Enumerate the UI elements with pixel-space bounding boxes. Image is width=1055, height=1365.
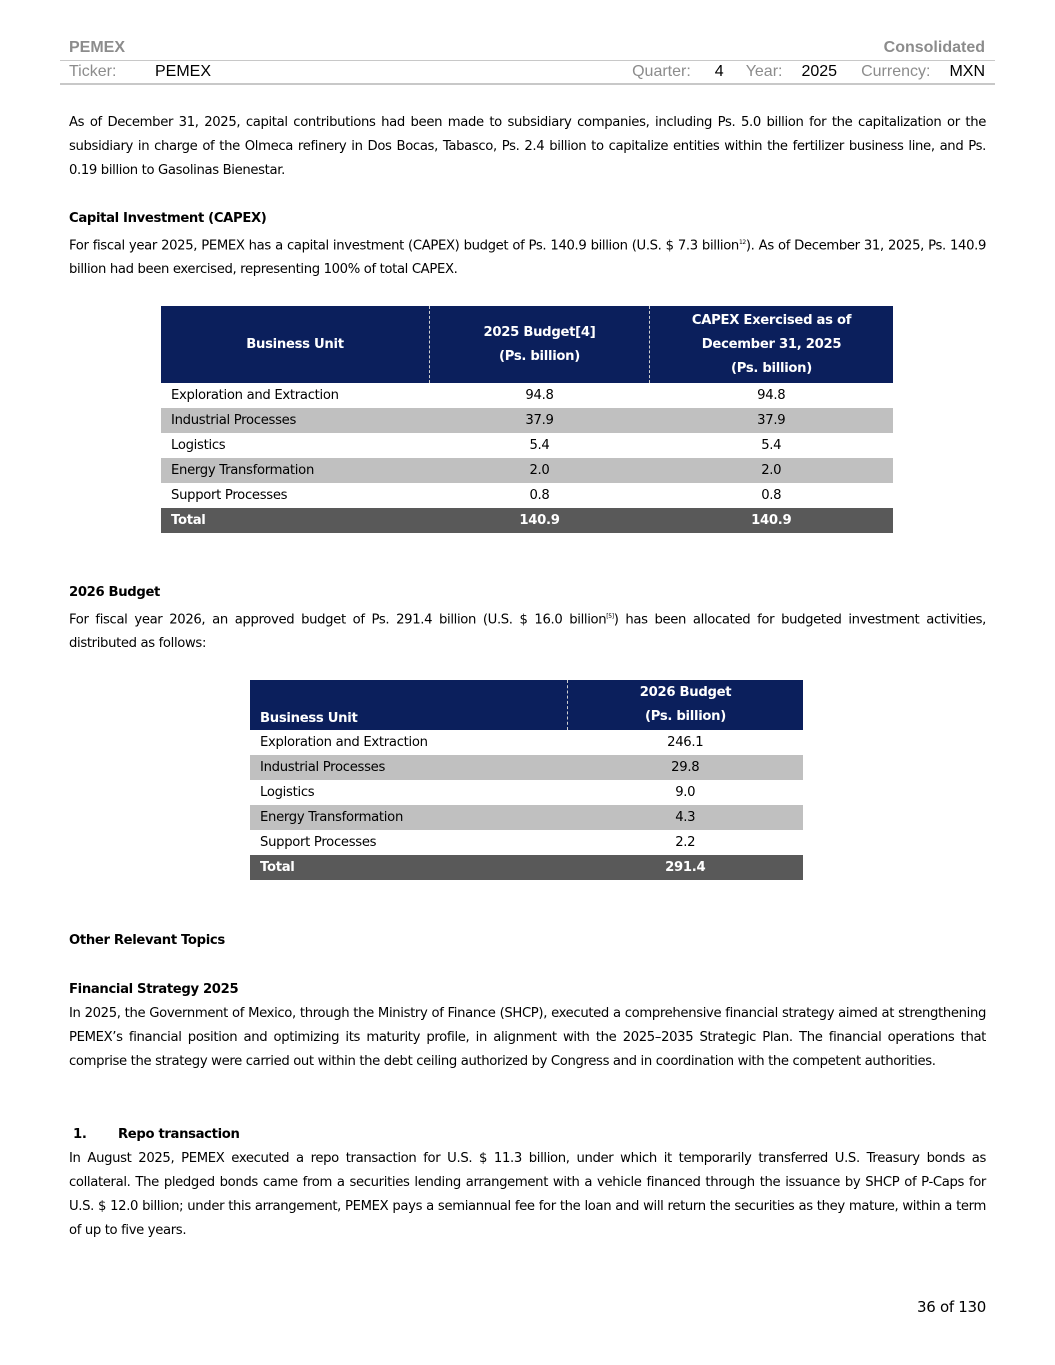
budget-2026-heading: 2026 Budget	[69, 585, 161, 600]
budget-cell: 29.8	[568, 755, 804, 780]
other-topics-section	[69, 929, 986, 953]
col-2026-budget: 2026 Budget (Ps. billion)	[568, 680, 804, 730]
total-row	[161, 508, 893, 533]
capex-table	[161, 306, 893, 533]
unit-cell: Logistics	[171, 438, 226, 453]
quarter-value: 4	[714, 63, 724, 80]
budget-cell: 4.3	[568, 805, 804, 830]
financial-strategy-heading: Financial Strategy 2025	[69, 982, 239, 997]
total-label: Total	[250, 855, 568, 880]
table-row	[161, 383, 893, 408]
company-name: PEMEX	[69, 39, 126, 56]
repo-heading	[69, 1123, 986, 1147]
capex-text: For fiscal year 2025, PEMEX has a capital investment (CAPEX) budget of Ps. 140.9 billion (U.S. $ 7.3 billion	[69, 238, 739, 254]
year-label: Year:	[745, 63, 783, 80]
budget-2026-paragraph	[69, 605, 986, 656]
footnote-ref[interactable]: 12	[738, 239, 746, 246]
budget-cell: 5.4	[529, 438, 550, 453]
exercised-cell: 5.4	[761, 438, 782, 453]
budget-text-cont: ) has been allocated for budgeted investment activities, distributed as follows:	[69, 612, 987, 652]
unit-cell: Industrial Processes	[161, 408, 430, 433]
table-row	[161, 408, 893, 433]
header-divider-bottom	[60, 83, 995, 85]
table-row	[250, 755, 803, 780]
total-budget: 291.4	[568, 855, 804, 880]
budget-cell: 2.2	[675, 835, 696, 850]
total-budget: 140.9	[430, 508, 650, 533]
report-scope: Consolidated	[883, 39, 985, 56]
unit-cell: Support Processes	[260, 835, 377, 850]
unit-cell: Exploration and Extraction	[171, 388, 339, 403]
table-row	[250, 805, 803, 830]
total-exercised: 140.9	[650, 508, 894, 533]
report-header	[69, 37, 985, 59]
col-capex-exercised: CAPEX Exercised as of December 31, 2025 (Ps. billion)	[650, 306, 894, 383]
financial-strategy-section	[69, 978, 986, 1074]
report-meta-row	[69, 61, 985, 83]
unit-cell: Support Processes	[171, 488, 288, 503]
total-label: Total	[161, 508, 430, 533]
repo-section	[69, 1123, 986, 1243]
budget-cell: 2.0	[430, 458, 650, 483]
footnote-ref[interactable]: [5]	[606, 613, 614, 620]
page-number: 36 of 130	[916, 1298, 986, 1316]
budget-text: For fiscal year 2026, an approved budget of Ps. 291.4 billion (U.S. $ 16.0 billion	[69, 612, 607, 628]
capex-heading: Capital Investment (CAPEX)	[69, 211, 267, 226]
budget-cell: 0.8	[529, 488, 550, 503]
budget-cell: 37.9	[430, 408, 650, 433]
table-row	[161, 483, 893, 508]
col-business-unit: Business Unit	[250, 680, 568, 730]
budget-cell: 246.1	[667, 735, 704, 750]
other-topics-heading: Other Relevant Topics	[69, 933, 225, 948]
budget-2026-table	[250, 680, 803, 880]
repo-paragraph: In August 2025, PEMEX executed a repo transaction for U.S. $ 11.3 billion, under which it temporarily transferred U.S. Treasury bonds as collateral. The pledged bonds came from a securities lending arrangement with a vehicle financed through the issuance by SHCP of P-Caps for U.S. $ 12.0 billion; under this arrangement, PEMEX pays a semiannual fee for the loan and will return the securities as they mature, within a term of up to five years.	[69, 1151, 986, 1238]
currency-label: Currency:	[861, 63, 931, 80]
capex-section	[69, 207, 986, 282]
col-business-unit: Business Unit	[161, 306, 430, 383]
repo-number: 1.	[73, 1127, 87, 1142]
capex-text-cont: ). As of December 31, 2025, Ps. 140.9 billion had been exercised, representing 100% of total CAPEX.	[69, 238, 986, 278]
ticker-value: PEMEX	[155, 63, 212, 80]
financial-strategy-paragraph: In 2025, the Government of Mexico, through the Ministry of Finance (SHCP), executed a comprehensive financial strategy aimed at strengthening PEMEX’s financial position and optimizing its maturity profile, in alignment with the 2025–2035 Strategic Plan. The financial operations that comprise the strategy were carried out within the debt ceiling authorized by Congress and in coordination with the competent authorities.	[69, 1006, 986, 1069]
table-row	[161, 433, 893, 458]
quarter-label: Quarter:	[632, 63, 691, 80]
exercised-cell: 37.9	[650, 408, 894, 433]
exercised-cell: 94.8	[757, 388, 786, 403]
exercised-cell: 0.8	[761, 488, 782, 503]
table-row	[161, 458, 893, 483]
capex-paragraph	[69, 231, 986, 282]
budget-2026-section	[69, 581, 986, 656]
unit-cell: Energy Transformation	[250, 805, 568, 830]
table-row	[250, 780, 803, 805]
ticker-label: Ticker:	[69, 63, 117, 80]
col-2025-budget: 2025 Budget[4] (Ps. billion)	[430, 306, 650, 383]
currency-value: MXN	[949, 63, 985, 80]
table-header-row	[161, 306, 893, 383]
unit-cell: Industrial Processes	[250, 755, 568, 780]
year-value: 2025	[801, 63, 838, 80]
unit-cell: Energy Transformation	[161, 458, 430, 483]
unit-cell: Logistics	[260, 785, 315, 800]
budget-cell: 94.8	[525, 388, 554, 403]
repo-title: Repo transaction	[118, 1127, 240, 1142]
intro-paragraph: As of December 31, 2025, capital contributions had been made to subsidiary companies, including Ps. 5.0 billion for the capitalization or the subsidiary in charge of the Olmeca refinery in Dos Bocas, Tabasco, Ps. 2.4 billion to capitalize entities within the fertilizer business line, and Ps. 0.19 billion to Gasolinas Bienestar.	[69, 115, 986, 178]
table-row	[250, 830, 803, 855]
unit-cell: Exploration and Extraction	[260, 735, 428, 750]
budget-cell: 9.0	[675, 785, 696, 800]
total-row	[250, 855, 803, 880]
table-header-row	[250, 680, 803, 730]
table-row	[250, 730, 803, 755]
intro-section	[69, 111, 986, 183]
exercised-cell: 2.0	[650, 458, 894, 483]
